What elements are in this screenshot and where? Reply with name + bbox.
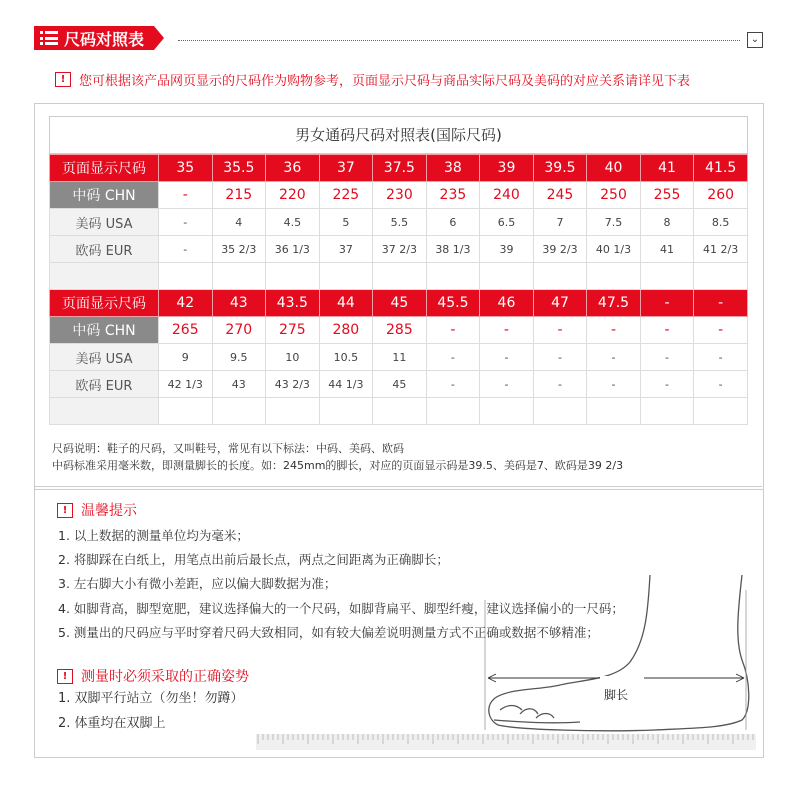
- table-cell-empty: [319, 398, 373, 425]
- table-cell: -: [480, 344, 534, 371]
- table-cell: -: [587, 371, 641, 398]
- table-cell-empty: [373, 263, 427, 290]
- table-row: [50, 182, 748, 209]
- table-row: [50, 155, 748, 182]
- table-cell: 43.5: [266, 290, 320, 317]
- row-label: 中码 CHN: [50, 317, 159, 344]
- tips-heading: [57, 500, 137, 520]
- table-cell-empty: [533, 263, 587, 290]
- tip-item: 4. 如脚背高，脚型宽肥，建议选择偏大的一个尺码，如脚背扁平、脚型纤瘦，建议选择偏小的一尺码；: [58, 600, 624, 616]
- table-cell: 47: [533, 290, 587, 317]
- table-cell: 37 2/3: [373, 236, 427, 263]
- table-cell-empty: [266, 398, 320, 425]
- table-row: [50, 236, 748, 263]
- table-cell: -: [640, 344, 694, 371]
- table-cell: 37: [319, 155, 373, 182]
- table-cell: 215: [212, 182, 266, 209]
- table-cell: 10: [266, 344, 320, 371]
- table-cell: 37.5: [373, 155, 427, 182]
- table-cell: 45: [373, 371, 427, 398]
- table-cell: -: [533, 317, 587, 344]
- table-cell: 225: [319, 182, 373, 209]
- row-label: 页面显示尺码: [50, 155, 159, 182]
- table-cell: -: [533, 371, 587, 398]
- table-row: [50, 371, 748, 398]
- size-grid: [49, 154, 748, 425]
- table-cell-empty: [640, 398, 694, 425]
- warning-icon: !: [57, 503, 73, 518]
- table-cell: -: [159, 236, 213, 263]
- table-cell: 41: [640, 155, 694, 182]
- row-label: 美码 USA: [50, 209, 159, 236]
- table-row-empty: [50, 263, 748, 290]
- chevron-down-icon[interactable]: ⌄: [747, 32, 763, 48]
- ruler-strip: [256, 734, 756, 750]
- table-cell: 36 1/3: [266, 236, 320, 263]
- table-cell: 240: [480, 182, 534, 209]
- table-cell: -: [640, 371, 694, 398]
- row-label: 页面显示尺码: [50, 290, 159, 317]
- table-cell: 36: [266, 155, 320, 182]
- table-cell: -: [480, 317, 534, 344]
- table-cell-empty: [159, 263, 213, 290]
- posture-item: 1. 双脚平行站立（勿坐！勿蹲）: [58, 691, 244, 706]
- table-cell-empty: [694, 398, 748, 425]
- table-row-empty: [50, 398, 748, 425]
- table-cell: 6.5: [480, 209, 534, 236]
- table-cell: 39: [480, 236, 534, 263]
- table-cell: -: [640, 317, 694, 344]
- table-cell-empty: [212, 263, 266, 290]
- table-cell: 250: [587, 182, 641, 209]
- table-cell: -: [533, 344, 587, 371]
- table-cell: 280: [319, 317, 373, 344]
- table-cell: -: [694, 290, 748, 317]
- table-cell: 38 1/3: [426, 236, 480, 263]
- table-cell: -: [426, 317, 480, 344]
- table-cell: 42: [159, 290, 213, 317]
- table-cell-empty: [426, 263, 480, 290]
- size-explanation: [52, 440, 623, 474]
- table-cell: 10.5: [319, 344, 373, 371]
- table-cell-empty: [159, 398, 213, 425]
- table-cell: 8.5: [694, 209, 748, 236]
- table-cell: 4: [212, 209, 266, 236]
- table-cell: 39: [480, 155, 534, 182]
- table-cell: 5.5: [373, 209, 427, 236]
- table-cell-empty: [587, 398, 641, 425]
- table-cell: 42 1/3: [159, 371, 213, 398]
- notice-text: 您可根据该产品网页显示的尺码作为购物参考，页面显示尺码与商品实际尺码及美码的对应关系请详见下表: [79, 74, 691, 89]
- table-cell-empty: [212, 398, 266, 425]
- table-row: [50, 209, 748, 236]
- section-title: 尺码对照表: [64, 29, 145, 49]
- table-cell: -: [480, 371, 534, 398]
- table-cell: 43: [212, 371, 266, 398]
- table-cell: 7.5: [587, 209, 641, 236]
- table-cell: 39 2/3: [533, 236, 587, 263]
- table-cell-empty: [480, 263, 534, 290]
- table-cell-empty: [694, 263, 748, 290]
- table-cell: -: [426, 344, 480, 371]
- table-row: [50, 344, 748, 371]
- header-divider: [178, 40, 740, 41]
- table-cell: 255: [640, 182, 694, 209]
- tip-item: 1. 以上数据的测量单位均为毫米；: [58, 528, 249, 543]
- posture-item: 2. 体重均在双脚上: [58, 716, 166, 731]
- table-cell: -: [159, 209, 213, 236]
- row-label: 欧码 EUR: [50, 236, 159, 263]
- table-cell: 35: [159, 155, 213, 182]
- table-cell: 4.5: [266, 209, 320, 236]
- table-cell: -: [694, 317, 748, 344]
- table-cell: -: [587, 344, 641, 371]
- table-cell: 11: [373, 344, 427, 371]
- table-cell: 9.5: [212, 344, 266, 371]
- row-label: 中码 CHN: [50, 182, 159, 209]
- table-cell: 40 1/3: [587, 236, 641, 263]
- table-cell-empty: [373, 398, 427, 425]
- table-cell: 45: [373, 290, 427, 317]
- table-cell-empty: [266, 263, 320, 290]
- table-cell: 38: [426, 155, 480, 182]
- table-cell: 260: [694, 182, 748, 209]
- table-cell: 5: [319, 209, 373, 236]
- table-cell: 44: [319, 290, 373, 317]
- list-icon: [40, 31, 58, 45]
- table-cell: -: [640, 290, 694, 317]
- table-cell: 270: [212, 317, 266, 344]
- table-cell: -: [587, 317, 641, 344]
- table-cell: 6: [426, 209, 480, 236]
- table-cell: -: [159, 182, 213, 209]
- table-cell-empty: [480, 398, 534, 425]
- table-cell-empty: [319, 263, 373, 290]
- table-cell: 41: [640, 236, 694, 263]
- table-cell: 8: [640, 209, 694, 236]
- table-cell: 46: [480, 290, 534, 317]
- table-cell-empty: [50, 263, 159, 290]
- table-row: [50, 290, 748, 317]
- table-cell: 275: [266, 317, 320, 344]
- table-cell-empty: [426, 398, 480, 425]
- table-cell: 45.5: [426, 290, 480, 317]
- table-cell: 43 2/3: [266, 371, 320, 398]
- table-cell: 37: [319, 236, 373, 263]
- table-cell: 235: [426, 182, 480, 209]
- size-notice: [55, 70, 690, 89]
- table-cell: 43: [212, 290, 266, 317]
- table-cell: 40: [587, 155, 641, 182]
- size-table: [49, 116, 748, 425]
- foot-measurement-illustration: [480, 570, 760, 750]
- table-cell: 265: [159, 317, 213, 344]
- section-title-badge: [34, 26, 154, 50]
- warning-icon: !: [57, 669, 73, 684]
- tip-item: 3. 左右脚大小有微小差距，应以偏大脚数据为准；: [58, 576, 337, 592]
- table-cell: 285: [373, 317, 427, 344]
- table-cell: -: [426, 371, 480, 398]
- table-cell: 220: [266, 182, 320, 209]
- row-label: 欧码 EUR: [50, 371, 159, 398]
- table-cell: 41 2/3: [694, 236, 748, 263]
- tip-item: 2. 将脚踩在白纸上，用笔点出前后最长点，两点之间距离为正确脚长；: [58, 552, 449, 568]
- table-cell-empty: [640, 263, 694, 290]
- size-chart-header: [34, 26, 154, 50]
- table-cell: 230: [373, 182, 427, 209]
- table-cell-empty: [587, 263, 641, 290]
- table-cell: 47.5: [587, 290, 641, 317]
- tip-item: 5. 测量出的尺码应与平时穿着尺码大致相同，如有较大偏差说明测量方式不正确或数据不够精准；: [58, 624, 599, 640]
- table-cell: 41.5: [694, 155, 748, 182]
- posture-title: 测量时必须采取的正确姿势: [81, 669, 249, 685]
- table-cell: -: [694, 344, 748, 371]
- warning-icon: !: [55, 72, 71, 87]
- row-label: 美码 USA: [50, 344, 159, 371]
- table-cell-empty: [533, 398, 587, 425]
- posture-list: [58, 688, 244, 738]
- table-cell: -: [694, 371, 748, 398]
- table-cell: 35 2/3: [212, 236, 266, 263]
- table-cell: 44 1/3: [319, 371, 373, 398]
- tips-title: 温馨提示: [81, 503, 137, 519]
- table-cell: 7: [533, 209, 587, 236]
- table-cell: 35.5: [212, 155, 266, 182]
- table-cell-empty: [50, 398, 159, 425]
- table-cell: 9: [159, 344, 213, 371]
- explanation-line: 尺码说明：鞋子的尺码，又叫鞋号，常见有以下标法：中码、美码、欧码: [52, 442, 404, 455]
- foot-length-label: 脚长: [604, 688, 629, 702]
- table-cell: 39.5: [533, 155, 587, 182]
- table-cell: 245: [533, 182, 587, 209]
- table-title: 男女通码尺码对照表(国际尺码): [49, 116, 748, 154]
- table-row: [50, 317, 748, 344]
- posture-heading: [57, 666, 249, 686]
- explanation-line: 中码标准采用毫米数，即测量脚长的长度。如：245mm的脚长，对应的页面显示码是39.5、美码是7、欧码是39 2/3: [52, 459, 624, 472]
